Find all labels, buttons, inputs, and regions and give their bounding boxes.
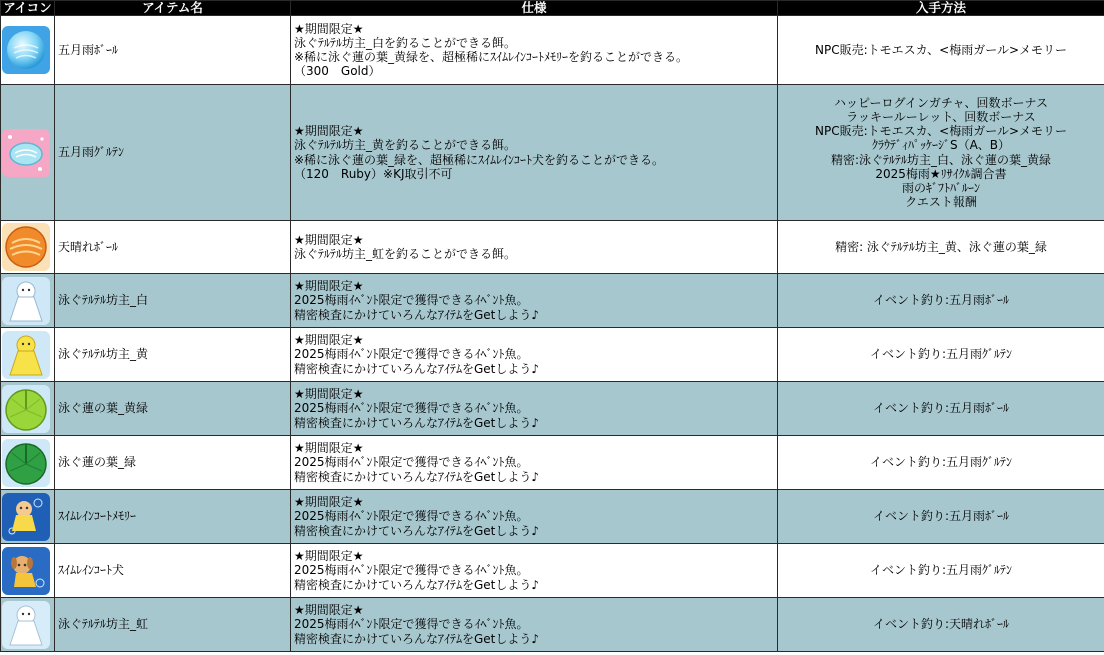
table-row: [1, 544, 1104, 598]
item-source: [778, 85, 1104, 221]
spec-line: 2025梅雨ｲﾍﾞﾝﾄ限定で獲得できるｲﾍﾞﾝﾄ魚。: [294, 509, 529, 524]
source-line: ラッキールーレット、回数ボーナス: [846, 109, 1036, 124]
icon-cell: [1, 328, 55, 382]
item-name: 泳ぐ蓮の葉_黄緑: [55, 382, 291, 436]
item-name: 泳ぐﾃﾙﾃﾙ坊主_白: [55, 274, 291, 328]
swim-raincoat-memory-icon: [2, 493, 50, 541]
source-line: NPC販売:トモエスカ、<梅雨ガール>メモリー: [814, 124, 1068, 139]
spec-line: ★期間限定★: [294, 279, 364, 294]
spec-line: ★期間限定★: [294, 549, 364, 564]
source-line: イベント釣り:五月雨ｸﾞﾙﾃﾝ: [869, 455, 1013, 470]
spec-line: （300 Gold）: [294, 64, 381, 79]
source-line: ハッピーログインガチャ、回数ボーナス: [833, 95, 1049, 110]
source-line: イベント釣り:天晴れﾎﾞｰﾙ: [872, 617, 1010, 632]
spec-line: ※稀に泳ぐ蓮の葉_緑を、超極稀にｽｲﾑﾚｲﾝｺｰﾄ犬を釣ることができる。: [294, 152, 665, 167]
spec-line: 2025梅雨ｲﾍﾞﾝﾄ限定で獲得できるｲﾍﾞﾝﾄ魚。: [294, 293, 529, 308]
spec-line: 精密検査にかけていろんなｱｲﾃﾑをGetしよう♪: [294, 307, 540, 322]
spec-line: 2025梅雨ｲﾍﾞﾝﾄ限定で獲得できるｲﾍﾞﾝﾄ魚。: [294, 347, 529, 362]
item-spec: [291, 382, 778, 436]
item-source: [778, 328, 1104, 382]
swim-raincoat-dog-icon: [2, 547, 50, 595]
spec-line: 2025梅雨ｲﾍﾞﾝﾄ限定で獲得できるｲﾍﾞﾝﾄ魚。: [294, 455, 529, 470]
item-source: [778, 274, 1104, 328]
spec-line: ★期間限定★: [294, 603, 364, 618]
source-line: 精密: 泳ぐﾃﾙﾃﾙ坊主_黄、泳ぐ蓮の葉_緑: [835, 239, 1047, 254]
white-teru-teru-icon: [2, 277, 50, 325]
item-name: 五月雨ｸﾞﾙﾃﾝ: [55, 85, 291, 221]
source-line: イベント釣り:五月雨ｸﾞﾙﾃﾝ: [869, 347, 1013, 362]
icon-cell: [1, 598, 55, 652]
table-row: [1, 16, 1104, 85]
spec-line: 精密検査にかけていろんなｱｲﾃﾑをGetしよう♪: [294, 631, 540, 646]
spec-line: ※稀に泳ぐ蓮の葉_黄緑を、超極稀にｽｲﾑﾚｲﾝｺｰﾄﾒﾓﾘｰを釣ることができる。: [294, 50, 689, 64]
header-icon: アイコン: [1, 1, 55, 16]
orange-ball-icon: [2, 223, 50, 271]
icon-cell: [1, 274, 55, 328]
blue-ball-icon: [2, 26, 50, 74]
source-line: 雨のｷﾞﾌﾄﾊﾞﾙｰﾝ: [901, 180, 980, 195]
spec-line: ★期間限定★: [294, 124, 364, 139]
green-lotus-leaf-icon: [2, 439, 50, 487]
source-line: イベント釣り:五月雨ﾎﾞｰﾙ: [872, 293, 1010, 308]
pink-gluten-icon: [2, 129, 50, 177]
item-spec: [291, 328, 778, 382]
source-line: イベント釣り:五月雨ｸﾞﾙﾃﾝ: [869, 563, 1013, 578]
item-spec: [291, 598, 778, 652]
item-source: [778, 544, 1104, 598]
item-source: [778, 382, 1104, 436]
table-row: [1, 274, 1104, 328]
item-name: ｽｲﾑﾚｲﾝｺｰﾄﾒﾓﾘｰ: [55, 490, 291, 544]
header-spec: 仕様: [291, 1, 778, 16]
source-line: ｸﾗｳﾃﾞｨﾊﾟｯｹｰｼﾞS（A、B）: [871, 138, 1011, 153]
spec-line: 2025梅雨ｲﾍﾞﾝﾄ限定で獲得できるｲﾍﾞﾝﾄ魚。: [294, 563, 529, 578]
icon-cell: [1, 382, 55, 436]
table-row: [1, 382, 1104, 436]
table-row: [1, 328, 1104, 382]
icon-cell: [1, 221, 55, 274]
spec-line: 精密検査にかけていろんなｱｲﾃﾑをGetしよう♪: [294, 469, 540, 484]
icon-cell: [1, 544, 55, 598]
spec-line: （120 Ruby）※KJ取引不可: [294, 166, 453, 181]
table-row: [1, 490, 1104, 544]
item-name: 泳ぐﾃﾙﾃﾙ坊主_虹: [55, 598, 291, 652]
source-line: イベント釣り:五月雨ﾎﾞｰﾙ: [872, 509, 1010, 524]
spec-line: 精密検査にかけていろんなｱｲﾃﾑをGetしよう♪: [294, 577, 540, 592]
item-name: 泳ぐﾃﾙﾃﾙ坊主_黄: [55, 328, 291, 382]
source-line: クエスト報酬: [905, 195, 977, 210]
table-row: [1, 85, 1104, 221]
spec-line: ★期間限定★: [294, 441, 364, 456]
icon-cell: [1, 436, 55, 490]
item-name: 天晴れﾎﾞｰﾙ: [55, 221, 291, 274]
source-line: NPC販売:トモエスカ、<梅雨ガール>メモリー: [814, 42, 1068, 57]
spec-line: ★期間限定★: [294, 495, 364, 510]
header-source: 入手方法: [778, 1, 1104, 16]
icon-cell: [1, 85, 55, 221]
source-line: 2025梅雨★ﾘｻｲｸﾙ調合書: [875, 166, 1007, 181]
item-spec: [291, 221, 778, 274]
spec-line: ★期間限定★: [294, 333, 364, 348]
table-row: [1, 221, 1104, 274]
header-item-name: アイテム名: [55, 1, 291, 16]
item-name: ｽｲﾑﾚｲﾝｺｰﾄ犬: [55, 544, 291, 598]
item-source: [778, 221, 1104, 274]
item-source: [778, 490, 1104, 544]
spec-line: ★期間限定★: [294, 387, 364, 402]
icon-cell: [1, 490, 55, 544]
item-source: [778, 436, 1104, 490]
spec-line: ★期間限定★: [294, 232, 364, 247]
item-name: 五月雨ﾎﾞｰﾙ: [55, 16, 291, 85]
spec-line: 精密検査にかけていろんなｱｲﾃﾑをGetしよう♪: [294, 523, 540, 538]
rainbow-teru-teru-icon: [2, 601, 50, 649]
item-spec: [291, 490, 778, 544]
item-source: [778, 598, 1104, 652]
spec-line: 泳ぐﾃﾙﾃﾙ坊主_白を釣ることができる餌。: [294, 35, 517, 50]
table-row: [1, 598, 1104, 652]
spec-line: 精密検査にかけていろんなｱｲﾃﾑをGetしよう♪: [294, 415, 540, 430]
item-spec: [291, 85, 778, 221]
item-source: [778, 16, 1104, 85]
spec-line: 泳ぐﾃﾙﾃﾙ坊主_黄を釣ることができる餌。: [294, 138, 517, 153]
spec-line: 泳ぐﾃﾙﾃﾙ坊主_虹を釣ることができる餌。: [294, 247, 517, 261]
item-spec: [291, 544, 778, 598]
source-line: 精密:泳ぐﾃﾙﾃﾙ坊主_白、泳ぐ蓮の葉_黄緑: [830, 152, 1052, 167]
spec-line: 精密検査にかけていろんなｱｲﾃﾑをGetしよう♪: [294, 361, 540, 376]
table-row: [1, 436, 1104, 490]
yellow-green-lotus-leaf-icon: [2, 385, 50, 433]
source-line: イベント釣り:五月雨ﾎﾞｰﾙ: [872, 401, 1010, 416]
spec-line: 2025梅雨ｲﾍﾞﾝﾄ限定で獲得できるｲﾍﾞﾝﾄ魚。: [294, 617, 529, 632]
icon-cell: [1, 16, 55, 85]
spec-line: ★期間限定★: [294, 21, 364, 36]
header-row: [1, 1, 1104, 16]
item-spec: [291, 436, 778, 490]
yellow-teru-teru-icon: [2, 331, 50, 379]
item-spec: [291, 16, 778, 85]
spec-line: 2025梅雨ｲﾍﾞﾝﾄ限定で獲得できるｲﾍﾞﾝﾄ魚。: [294, 401, 529, 416]
item-spec: [291, 274, 778, 328]
item-name: 泳ぐ蓮の葉_緑: [55, 436, 291, 490]
